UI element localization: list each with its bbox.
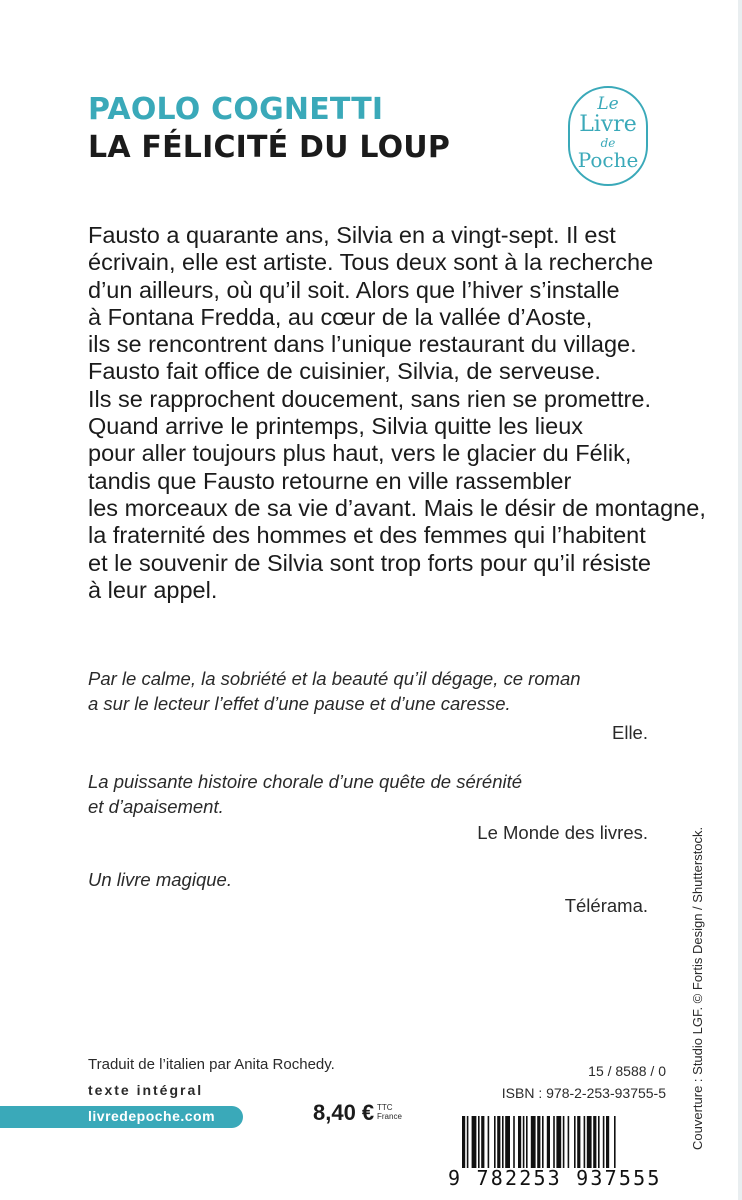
barcode-bar: [462, 1116, 465, 1168]
synopsis-line: la fraternité des hommes et des femmes qui l’habitent: [88, 522, 646, 549]
barcode-bar: [547, 1116, 550, 1168]
synopsis-line: ils se rencontrent dans l’unique restaurant du village.: [88, 331, 637, 358]
barcode-bar: [523, 1116, 525, 1168]
price: 8,40 €: [313, 1100, 375, 1125]
synopsis-line: et le souvenir de Silvia sont trop forts pour qu’il résiste: [88, 549, 651, 576]
review-quote-line: a sur le lecteur l’effet d’une pause et d’une caresse.: [88, 693, 511, 714]
barcode-bar: [603, 1116, 605, 1168]
price-tax-note: [377, 1103, 402, 1121]
price-ttc: TTC: [377, 1103, 393, 1112]
logo-de: de: [600, 136, 616, 150]
barcode-bar: [574, 1116, 576, 1168]
barcode-bar: [494, 1116, 496, 1168]
barcode-bar: [606, 1116, 609, 1168]
synopsis-line: les morceaux de sa vie d’avant. Mais le désir de montagne,: [88, 494, 706, 521]
synopsis-line: à leur appel.: [88, 576, 218, 603]
barcode-bar: [505, 1116, 510, 1168]
barcode-bar: [513, 1116, 515, 1168]
logo-le: Le: [597, 94, 619, 114]
ean-digits: 9 782253 937555: [448, 1166, 662, 1190]
barcode-bar: [614, 1116, 616, 1168]
product-codes: [502, 1060, 666, 1104]
barcode-bar: [481, 1116, 484, 1168]
barcode-bar: [502, 1116, 504, 1168]
review-quote-line: Un livre magique.: [88, 869, 232, 890]
barcode-bar: [584, 1116, 586, 1168]
translator-credit: Traduit de l’italien par Anita Rochedy.: [88, 1056, 335, 1073]
barcode-bar: [593, 1116, 596, 1168]
author-name: PAOLO COGNETTI: [88, 92, 384, 127]
livre-de-poche-logo: [568, 86, 648, 186]
barcode-bar: [542, 1116, 544, 1168]
review-source: Le Monde des livres.: [477, 822, 648, 843]
book-title: LA FÉLICITÉ DU LOUP: [88, 130, 451, 165]
reference-number: 15 / 8588 / 0: [588, 1063, 666, 1079]
price-country: France: [377, 1112, 402, 1121]
synopsis-line: à Fontana Fredda, au cœur de la vallée d’Aoste,: [88, 303, 593, 330]
cover-credit: Couverture : Studio LGF. © Fortis Design / Shutterstock.: [690, 826, 705, 1150]
review-quote-line: et d’apaisement.: [88, 796, 224, 817]
synopsis-line: Fausto a quarante ans, Silvia en a vingt-sept. Il est: [88, 222, 616, 248]
synopsis: [88, 222, 706, 604]
synopsis-line: pour aller toujours plus haut, vers le glacier du Félik,: [88, 440, 632, 467]
barcode-bar: [526, 1116, 528, 1168]
barcode-bar: [472, 1116, 477, 1168]
synopsis-line: Quand arrive le printemps, Silvia quitte les lieux: [88, 413, 584, 440]
review-quote-line: Par le calme, la sobriété et la beauté qu’il dégage, ce roman: [88, 668, 581, 689]
isbn: ISBN : 978-2-253-93755-5: [501, 1085, 666, 1101]
page-edge: [738, 0, 742, 1200]
barcode-bar: [531, 1116, 536, 1168]
synopsis-line: Fausto fait office de cuisinier, Silvia, de serveuse.: [88, 358, 601, 385]
barcode-bar: [563, 1116, 565, 1168]
integral-text-label: texte intégral: [88, 1082, 204, 1098]
synopsis-line: Ils se rapprochent doucement, sans rien se promettre.: [88, 385, 651, 412]
synopsis-line: d’un ailleurs, où qu’il soit. Alors que l’hiver s’installe: [88, 276, 620, 303]
website-link[interactable]: livredepoche.com: [88, 1108, 216, 1124]
barcode-bar: [598, 1116, 600, 1168]
barcode-bar: [497, 1116, 500, 1168]
review-source: Elle.: [612, 722, 648, 743]
review-quote-line: La puissante histoire chorale d’une quête de sérénité: [88, 771, 523, 792]
synopsis-line: tandis que Fausto retourne en ville rassembler: [88, 467, 572, 494]
barcode: [462, 1116, 672, 1168]
barcode-bar: [568, 1116, 570, 1168]
barcode-bar: [587, 1116, 592, 1168]
barcode-bar: [537, 1116, 540, 1168]
barcode-bar: [467, 1116, 469, 1168]
barcode-bar: [518, 1116, 521, 1168]
barcode-bar: [478, 1116, 480, 1168]
synopsis-line: écrivain, elle est artiste. Tous deux sont à la recherche: [88, 249, 654, 276]
barcode-bar: [553, 1116, 555, 1168]
barcode-bar: [577, 1116, 580, 1168]
barcode-bar: [556, 1116, 561, 1168]
review-source: Télérama.: [564, 895, 648, 916]
logo-poche: Poche: [577, 148, 639, 172]
logo-livre: Livre: [579, 112, 637, 137]
barcode-bar: [488, 1116, 490, 1168]
